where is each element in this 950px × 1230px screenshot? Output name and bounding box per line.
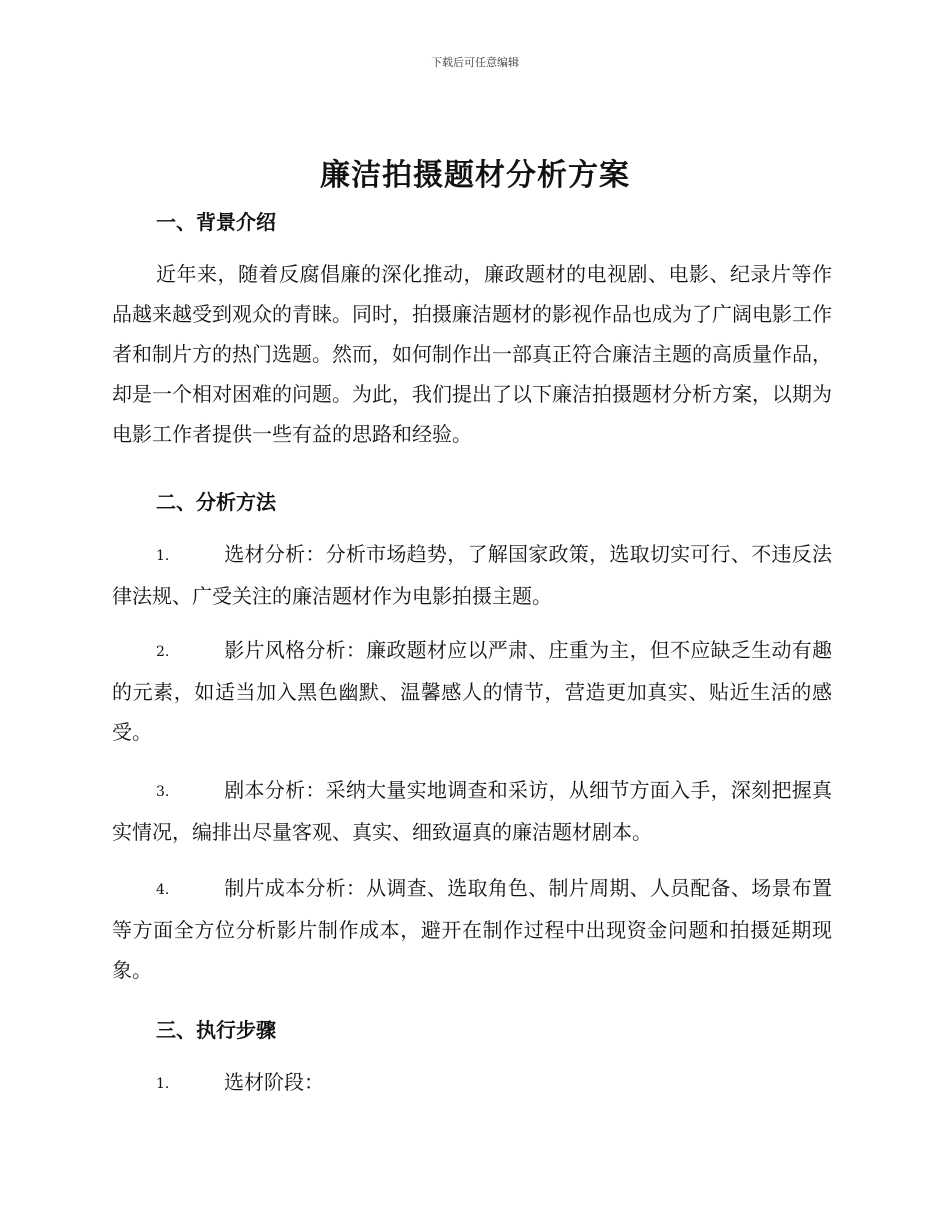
section-heading-method: 二、分析方法 <box>156 490 276 514</box>
section-heading-background: 一、背景介绍 <box>156 210 276 234</box>
list-item-text: 剧本分析：采纳大量实地调查和采访，从细节方面入手，深刻把握真实情况，编排出尽量客观、真实、细致逼真的廉洁题材剧本。 <box>112 778 832 844</box>
list-item <box>112 630 832 752</box>
list-item-number: 1. <box>156 547 170 564</box>
list-item-text: 影片风格分析：廉政题材应以严肃、庄重为主，但不应缺乏生动有趣的元素，如适当加入黑色幽默、温馨感人的情节，营造更加真实、贴近生活的感受。 <box>112 638 832 744</box>
page-header-note: 下载后可任意编辑 <box>431 56 519 69</box>
section-heading-steps: 三、执行步骤 <box>156 1018 276 1042</box>
list-item-number: 1. <box>156 1075 170 1092</box>
list-item-number: 2. <box>156 643 170 660</box>
list-item-text: 制片成本分析：从调查、选取角色、制片周期、人员配备、场景布置等方面全方位分析影片制作成本，避开在制作过程中出现资金问题和拍摄延期现象。 <box>112 876 832 982</box>
list-item-text: 选材阶段： <box>224 1070 324 1094</box>
list-item <box>112 770 832 852</box>
list-item <box>112 1062 832 1104</box>
list-item-number: 3. <box>156 783 170 800</box>
list-item-text: 选材分析：分析市场趋势，了解国家政策，选取切实可行、不违反法律法规、广受关注的廉洁题材作为电影拍摄主题。 <box>112 542 832 608</box>
document-title: 廉洁拍摄题材分析方案 <box>320 158 630 193</box>
list-item <box>112 868 832 990</box>
list-item <box>112 534 832 616</box>
section-paragraph-background: 近年来，随着反腐倡廉的深化推动，廉政题材的电视剧、电影、纪录片等作品越来越受到观众的青睐。同时，拍摄廉洁题材的影视作品也成为了广阔电影工作者和制片方的热门选题。然而，如何制作出一部真正符合廉洁主题的高质量作品，却是一个相对困难的问题。为此，我们提出了以下廉洁拍摄题材分析方案，以期为电影工作者提供一些有益的思路和经验。 <box>112 262 832 446</box>
list-item-number: 4. <box>156 881 170 898</box>
